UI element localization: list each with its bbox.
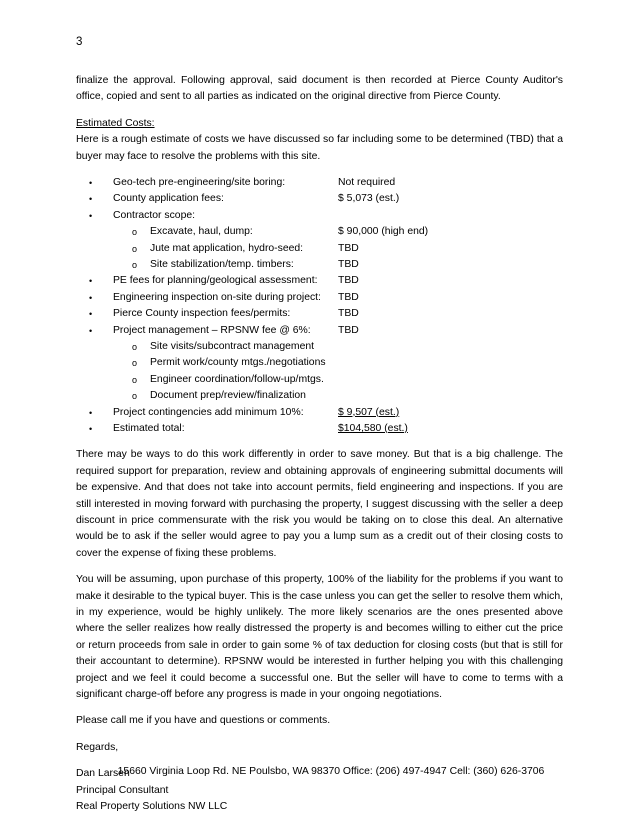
- letter-body: [76, 73, 563, 815]
- bullet-icon: •: [89, 194, 93, 205]
- cost-item-value: TBD: [338, 275, 359, 287]
- circle-bullet-icon: o: [132, 259, 138, 270]
- cost-item-label: Site stabilization/temp. timbers:: [150, 258, 294, 270]
- cost-item-label: Excavate, haul, dump:: [150, 226, 253, 238]
- cost-item: [76, 191, 563, 207]
- paragraph-liability: You will be assuming, upon purchase of this property, 100% of the liability for the problems if you want to make it desirable to the typical buyer. This is the case unless you can get the seller to resolve them which, in my experience, would be highly unlikely. The more likely scenarios are the ones presented above where the seller realizes how really distressed the property is and becomes willing to either cut the price or return proceeds from sale in order to gain some % of tax deduction for closing costs (but that is still for their accountant to determine). RPSNW would be interested in further helping you with this challenging project and we feel it could become a successful one. But the seller will have to come to terms with a significant charge-off before any progress is made in your ongoing negotiations.: [76, 574, 563, 700]
- cost-item-label: Pierce County inspection fees/permits:: [113, 308, 291, 320]
- cost-item-value: $104,580 (est.): [338, 422, 408, 434]
- cost-subitem: [76, 339, 563, 355]
- paragraph-contact: Please call me if you have and questions or comments.: [76, 715, 331, 727]
- cost-item-label: PE fees for planning/geological assessment:: [113, 275, 318, 287]
- cost-item: [76, 405, 563, 421]
- page-number: 3: [76, 36, 83, 48]
- cost-item-value: TBD: [338, 291, 359, 303]
- footer-contact: 15660 Virginia Loop Rd. NE Poulsbo, WA 98370 Office: (206) 497-4947 Cell: (360) 626-3706: [117, 766, 545, 777]
- bullet-icon: •: [89, 210, 93, 221]
- cost-item-label: Jute mat application, hydro-seed:: [150, 242, 304, 254]
- signature-name: Dan Larsen: [76, 768, 130, 780]
- cost-item-value: Not required: [338, 177, 396, 189]
- cost-item: [76, 175, 563, 191]
- paragraph-alternatives: There may be ways to do this work differently in order to save money. But that is a big challenge. The required support for preparation, review and obtaining approvals of engineering submittal documents will be expensive. And that does not take into account permits, field engineering and inspections. If you are still interested in moving forward with purchasing the property, I suggest discussing with the seller a deep discount in price commensurate with the risk you would be taking on to close this deal. An alternative would be to ask if the seller would agree to pay you a lump sum as a credit out of their closing costs to cover the expense of fixing these problems.: [76, 449, 563, 559]
- cost-item-label: Project contingencies add minimum 10%:: [113, 406, 304, 418]
- cost-item-value: $ 90,000 (high end): [338, 226, 429, 238]
- intro-paragraph: finalize the approval. Following approval, said document is then recorded at Pierce County Auditor's office, copied and sent to all parties as indicated on the original directive from Pierce County.: [76, 75, 563, 103]
- cost-item-label: Contractor scope:: [113, 209, 196, 221]
- bullet-icon: •: [89, 178, 93, 189]
- cost-item-label: Estimated total:: [113, 422, 185, 434]
- cost-item-value: $ 5,073 (est.): [338, 193, 400, 205]
- cost-subitem: [76, 241, 563, 257]
- cost-item-label: Engineering inspection on-site during project:: [113, 291, 321, 303]
- bullet-icon: •: [89, 292, 93, 303]
- circle-bullet-icon: o: [132, 358, 138, 369]
- cost-item-label: Site visits/subcontract management: [150, 340, 315, 352]
- cost-item: [76, 323, 563, 339]
- bullet-icon: •: [89, 407, 93, 418]
- cost-item-label: Document prep/review/finalization: [150, 390, 306, 402]
- circle-bullet-icon: o: [132, 243, 138, 254]
- signature-title: Principal Consultant: [76, 784, 169, 796]
- cost-subitem: [76, 372, 563, 388]
- estimated-costs-intro: Here is a rough estimate of costs we have discussed so far including some to be determined (TBD) that a buyer may face to resolve the problems with this site.: [76, 134, 563, 162]
- cost-item-value: TBD: [338, 258, 359, 270]
- cost-item: [76, 306, 563, 322]
- cost-item-label: Engineer coordination/follow-up/mtgs.: [150, 373, 324, 385]
- circle-bullet-icon: o: [132, 341, 138, 352]
- cost-subitem: [76, 355, 563, 371]
- circle-bullet-icon: o: [132, 227, 138, 238]
- cost-list: [76, 175, 563, 437]
- cost-item-value: TBD: [338, 242, 359, 254]
- closing-regards: Regards,: [76, 741, 119, 753]
- cost-item: [76, 290, 563, 306]
- cost-item: [76, 273, 563, 289]
- cost-item-label: Geo-tech pre-engineering/site boring:: [113, 177, 286, 189]
- estimated-costs-heading: Estimated Costs:: [76, 117, 155, 129]
- bullet-icon: •: [89, 423, 93, 434]
- signature-company: Real Property Solutions NW LLC: [76, 801, 228, 812]
- cost-item-value: $ 9,507 (est.): [338, 406, 400, 418]
- bullet-icon: •: [89, 325, 93, 336]
- cost-item: [76, 421, 563, 437]
- circle-bullet-icon: o: [132, 374, 138, 385]
- cost-item: [76, 208, 563, 224]
- bullet-icon: •: [89, 276, 93, 287]
- circle-bullet-icon: o: [132, 391, 138, 402]
- cost-item-label: Project management – RPSNW fee @ 6%:: [113, 324, 311, 336]
- cost-subitem: [76, 257, 563, 273]
- bullet-icon: •: [89, 309, 93, 320]
- cost-item-label: Permit work/county mtgs./negotiations: [150, 357, 326, 369]
- cost-item-value: TBD: [338, 308, 359, 320]
- cost-item-label: County application fees:: [113, 193, 224, 205]
- cost-subitem: [76, 388, 563, 404]
- cost-item-value: TBD: [338, 324, 359, 336]
- cost-subitem: [76, 224, 563, 240]
